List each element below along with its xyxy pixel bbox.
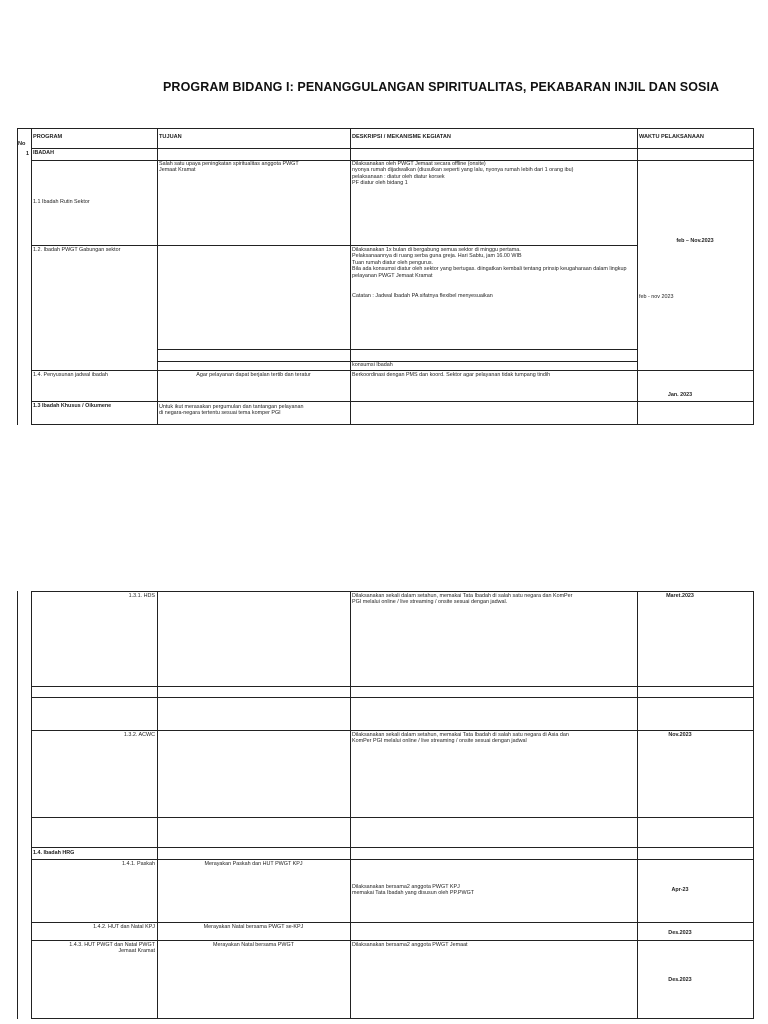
row-program: 1.4.1. Paskah — [122, 861, 155, 867]
row-waktu: Apr-23 — [671, 887, 689, 893]
table-line — [31, 370, 753, 371]
row-tujuan: Agar pelayanan dapat berjalan tertib dan teratur — [196, 372, 311, 378]
table-line — [17, 591, 18, 1019]
row-deskripsi: Dilaksanakan oleh PWGT Jemaat secara offline (onsite) nyonya rumah dijadwalkan (diusulkan seperti yang lalu, nyonya rumah lebih dari 1 orang ibu) pelaksanaan : diatur oleh diatur korsek PF diatur oleh bidang 1 — [352, 161, 574, 187]
section-label: IBADAH — [33, 150, 54, 156]
header-waktu: WAKTU PELAKSANAAN — [639, 134, 704, 140]
section-label: 1.4. Ibadah HRG — [33, 850, 75, 856]
row-deskripsi: Dilaksanakan 1x bulan di bergabung semua sektor di minggu pertama. Pelaksanaannya di ruang serba guna greja. Hari Sabtu, jam 16.00 WIB Tuan rumah diatur oleh pengurus. Bila ada konsumsi diatur oleh sektor yang bertugas. diingatkan kembali tentang prinsip keugaharaan dalam lingkup pelayanan PWGT Jemaat Kramat — [352, 247, 627, 279]
table-line — [31, 128, 32, 425]
table-line — [31, 697, 753, 698]
table-line — [31, 591, 753, 592]
table-line — [637, 591, 638, 1019]
header-no: No — [18, 141, 26, 147]
table-line — [753, 591, 754, 1019]
table-line — [31, 847, 753, 848]
row-konsumsi: konsumsi Ibadah — [352, 362, 393, 368]
row-program: 1.4.2. HUT dan Natal KPJ — [93, 924, 155, 930]
row-waktu: feb - nov 2023 — [639, 294, 674, 300]
table-line — [31, 730, 753, 731]
row-tujuan: Merayakan Paskah dan HUT PWGT KPJ — [204, 861, 303, 867]
table-line — [31, 686, 753, 687]
row-deskripsi: Dilaksanakan sekali dalam setahun, memakai Tata Ibadah di salah satu negara dan KomPer PGI melalui online / live streaming / onsite sesuai dengan jadwal. — [352, 593, 573, 606]
row-waktu: Des.2023 — [668, 930, 692, 936]
page-title: PROGRAM BIDANG I: PENANGGULANGAN SPIRITUALITAS, PEKABARAN INJIL DAN SOSIA — [163, 80, 720, 94]
table-line — [157, 128, 158, 425]
table-line — [31, 1018, 753, 1019]
row-program: 1.3.1. HDS — [128, 593, 155, 599]
table-line — [31, 817, 753, 818]
table-line — [31, 148, 753, 149]
row-waktu: Nov.2023 — [668, 732, 692, 738]
row-program: 1.3 Ibadah Khusus / Oikumene — [33, 403, 112, 409]
row-program: 1.1 Ibadah Rutin Sektor — [33, 199, 90, 205]
table-line — [350, 591, 351, 1019]
row-tujuan: Salah satu upaya peningkatan spiritualitas anggota PWGT Jemaat Kramat — [159, 161, 299, 174]
table-line — [17, 128, 753, 129]
row-deskripsi: Dilaksanakan sekali dalam setahun, memakai Tata Ibadah di salah satu negara di Asia dan KomPer PGI melalui online / live streaming / onsite sesuai dengan jadwal — [352, 732, 569, 745]
table-line — [157, 349, 637, 350]
row-tujuan: Untuk ikut merasakan pergumulan dan tantangan pelayanan di negara-negara tertentu sesuai tema komper PGI — [159, 404, 304, 417]
table-line — [753, 128, 754, 425]
row-tujuan: Merayakan Natal bersama PWGT se-KPJ — [203, 924, 304, 930]
row-program: 1.2. Ibadah PWGT Gabungan sektor — [33, 247, 121, 253]
table-line — [157, 591, 158, 1019]
row-program: 1.4. Penyusunan jadwal ibadah — [33, 372, 108, 378]
row-program: 1.3.2. ACWC — [123, 732, 155, 738]
table-line — [350, 128, 351, 425]
table-line — [31, 859, 753, 860]
table-line — [31, 940, 753, 941]
row-deskripsi: Dilaksanakan bersama2 anggota PWGT KPJ memakai Tata Ibadah yang disusun oleh PP.PWGT — [352, 884, 475, 897]
header-tujuan: TUJUAN — [159, 134, 182, 140]
table-line — [31, 922, 753, 923]
section-number: 1 — [26, 151, 29, 157]
header-program: PROGRAM — [33, 134, 63, 140]
row-waktu: Maret.2023 — [666, 593, 694, 599]
table-line — [31, 591, 32, 1019]
table-line — [31, 245, 637, 246]
table-line — [637, 128, 638, 425]
table-line — [17, 128, 18, 425]
row-waktu: Jan. 2023 — [667, 392, 693, 398]
row-program: 1.4.3. HUT PWGT dan Natal PWGT Jemaat Kramat — [69, 942, 155, 955]
row-waktu: feb – Nov.2023 — [676, 238, 714, 244]
row-waktu: Des.2023 — [668, 977, 692, 983]
table-line — [31, 401, 753, 402]
table-line — [31, 424, 753, 425]
header-deskripsi: DESKRIPSI / MEKANISME KEGIATAN — [352, 134, 451, 140]
row-catatan: Catatan : Jadwal Ibadah PA sifatnya flexibel menyesuaikan — [352, 293, 493, 299]
row-tujuan: Merayakan Natal bersama PWGT — [213, 942, 294, 948]
row-deskripsi: Dilaksanakan bersama2 anggota PWGT Jemaat — [352, 942, 468, 948]
row-deskripsi: Berkoordinasi dengan PMS dan koord. Sektor agar pelayanan tidak tumpang tindih — [352, 372, 551, 378]
